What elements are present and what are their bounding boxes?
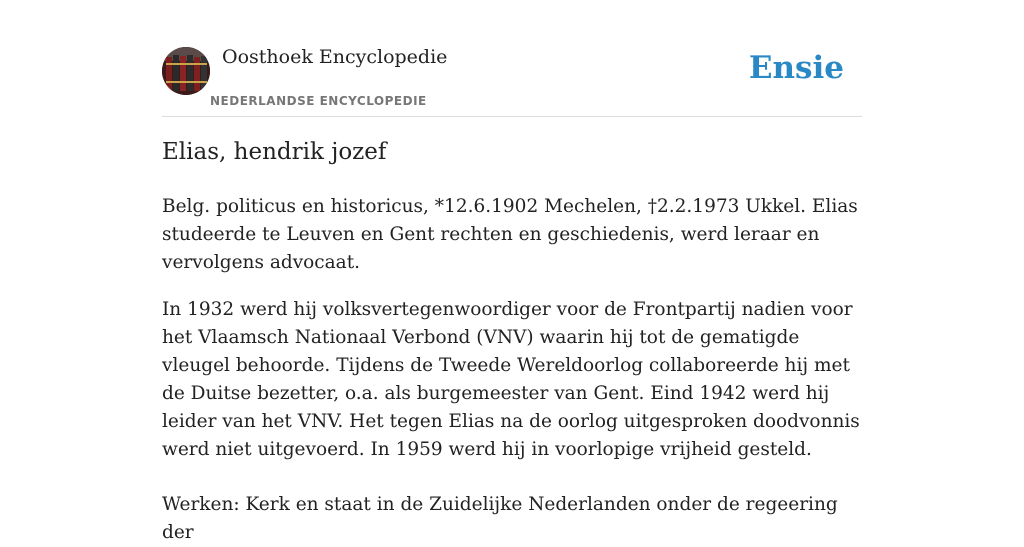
site-header [162, 0, 862, 117]
entry-paragraph: Belg. politicus en historicus, *12.6.1902 Mechelen, †2.2.1973 Ukkel. Elias studeerde te Leuven en Gent rechten en geschiedenis, werd leraar en vervolgens advocaat. [162, 196, 858, 273]
site-title[interactable]: Oosthoek Encyclopedie [222, 46, 448, 68]
page-container [162, 0, 862, 543]
entry-title: Elias, hendrik jozef [162, 139, 387, 165]
entry-paragraph: Werken: Kerk en staat in de Zuidelijke Nederlanden onder de regeering der [162, 494, 838, 543]
entry-paragraph: In 1932 werd hij volksvertegenwoordiger voor de Frontpartij nadien voor het Vlaamsch Nationaal Verbond (VNV) waarin hij tot de gematigde vleugel behoorde. Tijdens de Tweede Wereldoorlog collaboreerde hij met de Duitse bezetter, o.a. als burgemeester van Gent. Eind 1942 werd hij leider van het VNV. Het tegen Elias na de oorlog uitgesproken doodvonnis werd niet uitgevoerd. In 1959 werd hij in voorlopige vrijheid gesteld. [162, 299, 860, 460]
encyclopedia-books-icon[interactable] [162, 47, 210, 95]
ensie-logo-link[interactable]: Ensie [748, 50, 844, 86]
site-subtitle: NEDERLANDSE ENCYCLOPEDIE [210, 94, 427, 108]
